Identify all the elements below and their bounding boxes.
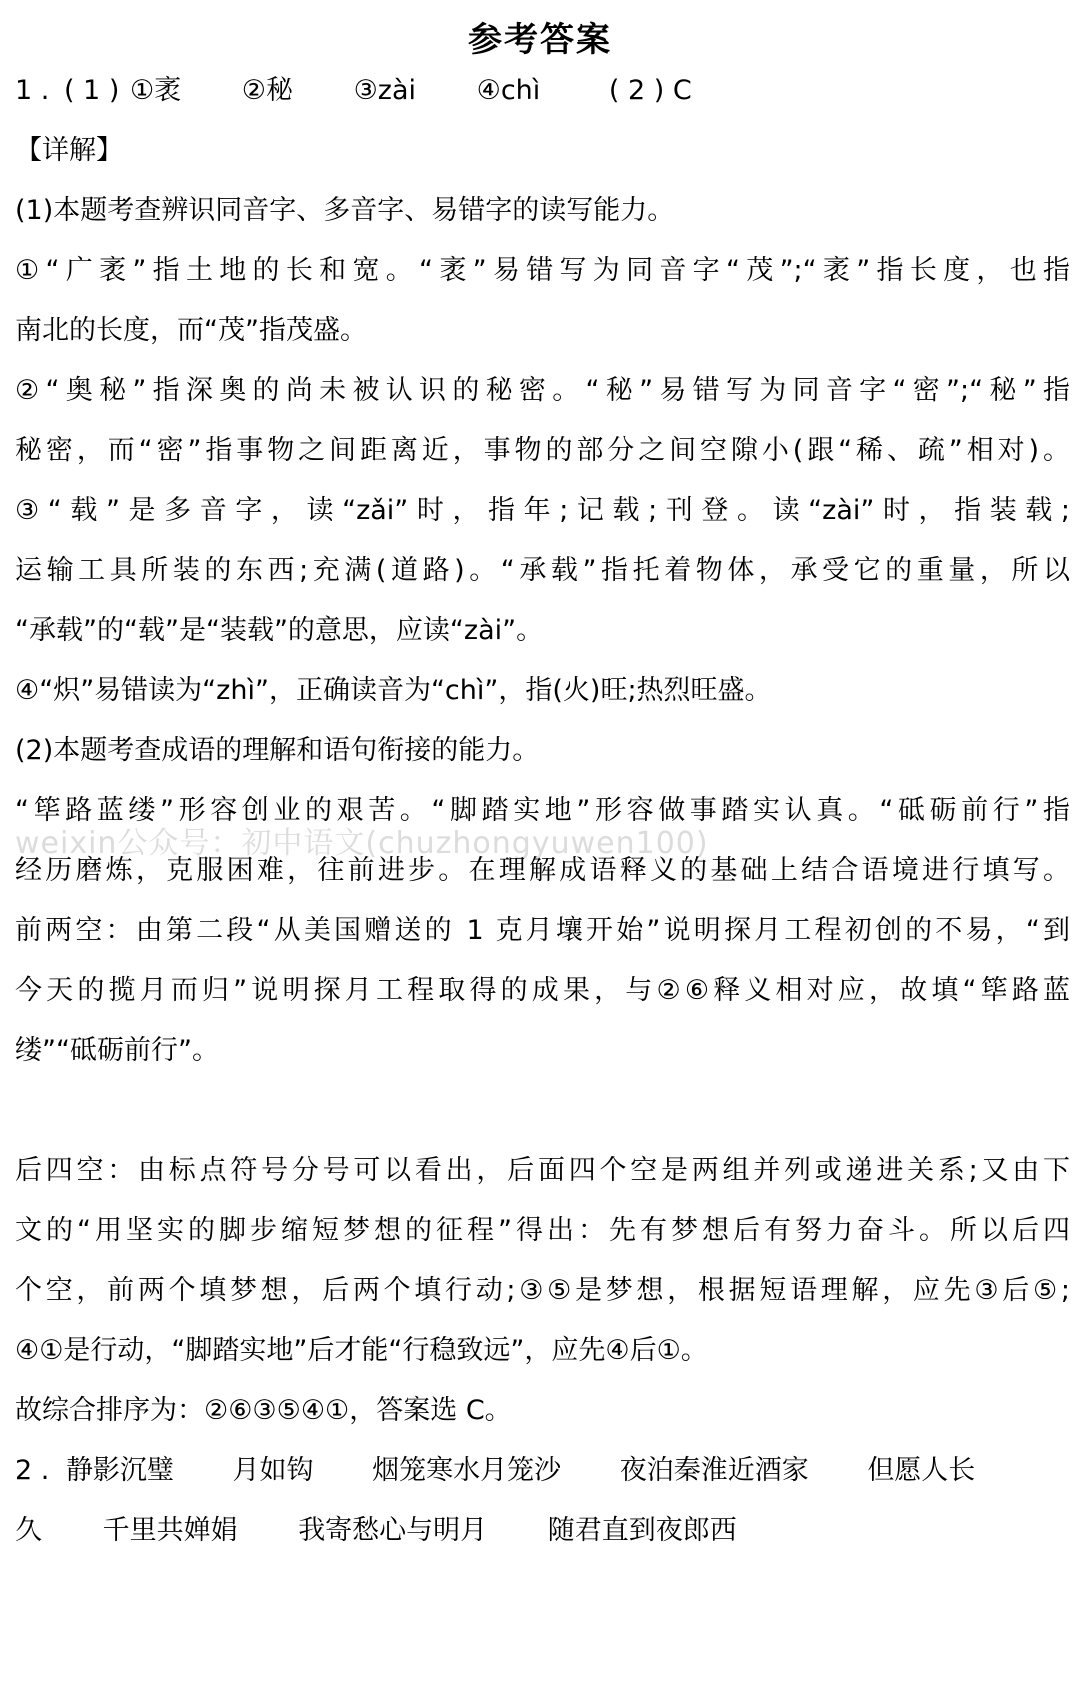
q2-number: 2 . <box>15 1455 50 1486</box>
explanation-line: “筚路蓝缕”形容创业的艰苦。“脚踏实地”形容做事踏实认真。“砥砺前行”指 <box>15 795 1070 826</box>
explanation-line: ③“载”是多音字，读“zǎi”时，指年;记载;刊登。读“zài”时，指装载; <box>15 495 1070 526</box>
q2-answer: 静影沉璧 <box>65 1455 174 1486</box>
explanation-line: 运输工具所装的东西;充满(道路)。“承载”指托着物体，承受它的重量，所以 <box>15 555 1070 586</box>
explanation-line: (2)本题考查成语的理解和语句衔接的能力。 <box>15 735 540 766</box>
q1-answer-2: ②秘 <box>241 75 293 106</box>
explanation-line: (1)本题考查辨识同音字、多音字、易错字的读写能力。 <box>15 195 675 226</box>
explanation-line: 故综合排序为：②⑥③⑤④①，答案选 C。 <box>15 1395 512 1426</box>
q1-number: 1 . <box>15 75 50 106</box>
explanation-line: 后四空：由标点符号分号可以看出，后面四个空是两组并列或递进关系;又由下 <box>15 1155 1070 1186</box>
explanation-line: 前两空：由第二段“从美国赠送的 1 克月壤开始”说明探月工程初创的不易，“到 <box>15 915 1070 946</box>
explanation-line: ④①是行动，“脚踏实地”后才能“行稳致远”，应先④后①。 <box>15 1335 708 1366</box>
explanation-line: 文的“用坚实的脚步缩短梦想的征程”得出：先有梦想后有努力奋斗。所以后四 <box>15 1215 1070 1246</box>
explanation-line: 南北的长度，而“茂”指茂盛。 <box>15 315 367 346</box>
explanation-line: 秘密，而“密”指事物之间距离近，事物的部分之间空隙小(跟“稀、疏”相对)。 <box>15 435 1070 466</box>
explanation-line: ②“奥秘”指深奥的尚未被认识的秘密。“秘”易错写为同音字“密”;“秘”指 <box>15 375 1070 406</box>
explanation-line: 缕”“砥砺前行”。 <box>15 1035 219 1066</box>
q2-answer-line <box>15 1511 1070 1551</box>
explanation-line: “承载”的“载”是“装载”的意思，应读“zài”。 <box>15 615 544 646</box>
q2-answer: 我寄愁心与明月 <box>298 1515 488 1546</box>
q2-answer: 千里共婵娟 <box>102 1515 238 1546</box>
q1-answer-1: ①袤 <box>129 75 182 106</box>
q2-answer: 月如钩 <box>232 1455 314 1486</box>
q1-answer-3: ③zài <box>353 75 417 106</box>
explanation-line: 今天的揽月而归”说明探月工程取得的成果，与②⑥释义相对应，故填“筚路蓝 <box>15 975 1070 1006</box>
explanation-line: 个空，前两个填梦想，后两个填行动;③⑤是梦想，根据短语理解，应先③后⑤; <box>15 1275 1070 1306</box>
detail-heading: 【详解】 <box>15 135 123 166</box>
q2-answer: 夜泊秦淮近酒家 <box>619 1455 809 1486</box>
explanation-line: 经历磨炼，克服困难，往前进步。在理解成语释义的基础上结合语境进行填写。 <box>15 855 1070 886</box>
q2-answer-line <box>15 1451 1070 1491</box>
q2-answer: 烟笼寒水月笼沙 <box>372 1455 562 1486</box>
explanation-line: ①“广袤”指土地的长和宽。“袤”易错写为同音字“茂”;“袤”指长度，也指 <box>15 255 1070 286</box>
q1-part2-answer: ( 2 ) C <box>608 75 692 106</box>
q2-answer: 但愿人长 <box>867 1455 976 1486</box>
q1-answer-line <box>15 71 1070 111</box>
watermark-text: weixin公众号：初中语文(chuzhongyuwen100) <box>15 826 709 861</box>
explanation-line: ④“炽”易错读为“zhì”，正确读音为“chì”，指(火)旺;热烈旺盛。 <box>15 675 772 706</box>
q1-answer-4: ④chì <box>476 75 541 106</box>
q2-answer-continued: 久 <box>15 1515 42 1546</box>
page-title: 参考答案 <box>468 20 612 60</box>
q1-part1-label: ( 1 ) <box>63 75 120 106</box>
q2-answer: 随君直到夜郎西 <box>547 1515 737 1546</box>
